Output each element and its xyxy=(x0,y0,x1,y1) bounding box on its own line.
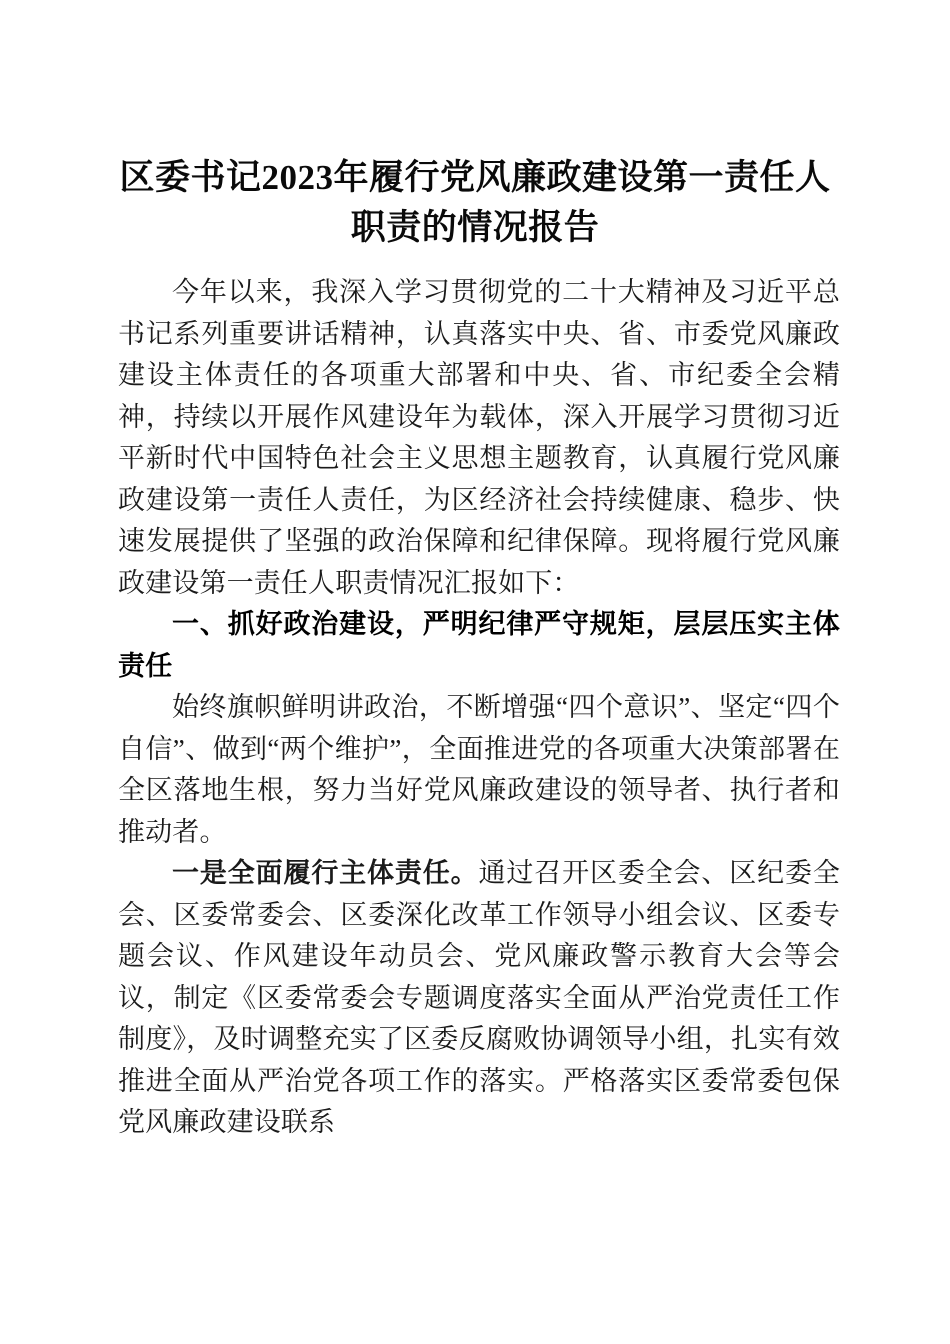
section-heading-1: 一、抓好政治建设，严明纪律严守规矩，层层压实主体责任 xyxy=(118,609,840,681)
paragraph-intro: 今年以来，我深入学习贯彻党的二十大精神及习近平总书记系列重要讲话精神，认真落实中央、省、市委党风廉政建设主体责任的各项重大部署和中央、省、市纪委全会精神，持续以开展作风建设年为载体，深入开展学习贯彻习近平新时代中国特色社会主义思想主题教育，认真履行党风廉政建设第一责任人责任，为区经济社会持续健康、稳步、快速发展提供了坚强的政治保障和纪律保障。现将履行党风廉政建设第一责任人职责情况汇报如下： xyxy=(118,277,840,598)
document-body xyxy=(118,272,840,1144)
page-title: 区委书记2023年履行党风廉政建设第一责任人职责的情况报告 xyxy=(119,158,831,248)
paragraph-political-construction: 始终旗帜鲜明讲政治，不断增强“四个意识”、坚定“四个自信”、做到“两个维护”，全面推进党的各项重大决策部署在全区落地生根，努力当好党风廉政建设的领导者、执行者和推动者。 xyxy=(118,692,840,847)
paragraph-main-responsibility xyxy=(118,853,840,1144)
paragraph-lead-label: 一是全面履行主体责任。 xyxy=(172,858,479,888)
paragraph-lead-body: 通过召开区委全会、区纪委全会、区委常委会、区委深化改革工作领导小组会议、区委专题会议、作风建设年动员会、党风廉政警示教育大会等会议，制定《区委常委会专题调度落实全面从严治党责任工作制度》，及时调整充实了区委反腐败协调领导小组，扎实有效推进全面从严治党各项工作的落实。严格落实区委常委包保党风廉政建设联系 xyxy=(118,858,841,1137)
